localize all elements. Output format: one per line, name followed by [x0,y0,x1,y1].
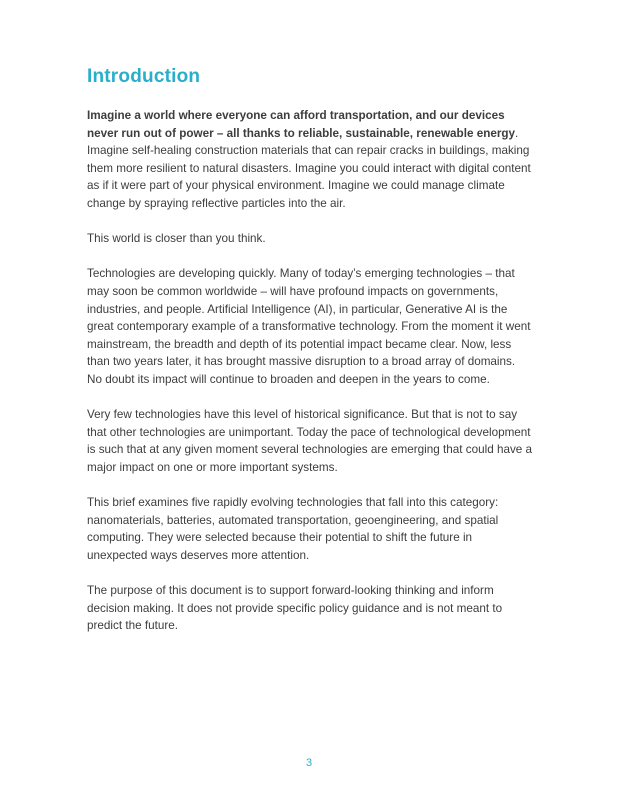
paragraph-body-text: Technologies are developing quickly. Many of today’s emerging technologies – that may soon be common worldwide – will have profound impacts on governments, industries, and people. Artificial Intelligence (AI), in particular, Generative AI is the great contemporary example of a transformative technology. From the moment it went mainstream, the breadth and depth of its potential impact became clear. Now, less than two years later, it has brought massive disruption to a broad array of domains. No doubt its impact will continue to broaden and deepen in the years to come. [87,267,531,386]
paragraph-purpose [87,582,533,635]
paragraph-historical-significance [87,406,533,476]
paragraph-brief-examines [87,494,533,564]
paragraph-body-text: This world is closer than you think. [87,232,266,246]
paragraph-body-text: . Imagine self-healing construction materials that can repair cracks in buildings, making them more resilient to natural disasters. Imagine you could interact with digital content as if it were part of your physical environment. Imagine we could manage climate change by spraying reflective particles into the air. [87,126,531,210]
paragraph-closer-than-you-think [87,230,533,248]
paragraph-technologies-developing [87,265,533,388]
page-number: 3 [305,757,313,769]
page-title: Introduction [87,66,201,87]
paragraph-lead-bold-text: Imagine a world where everyone can afford transportation, and our devices never run out of power – all thanks to reliable, sustainable, renewable energy [87,109,516,140]
paragraph-intro-imagine [87,107,533,213]
document-content [87,66,533,652]
paragraph-body-text: The purpose of this document is to support forward-looking thinking and inform decision making. It does not provide specific policy guidance and is not meant to predict the future. [87,584,503,633]
paragraph-body-text: Very few technologies have this level of historical significance. But that is not to say that other technologies are unimportant. Today the pace of technological development is such that at any given moment several technologies are emerging that could have a major impact on one or more important systems. [87,408,533,474]
paragraph-body-text: This brief examines five rapidly evolving technologies that fall into this category: nanomaterials, batteries, automated transportation, geoengineering, and spatial computing. They were selected because their potential to shift the future in unexpected ways deserves more attention. [87,496,499,562]
